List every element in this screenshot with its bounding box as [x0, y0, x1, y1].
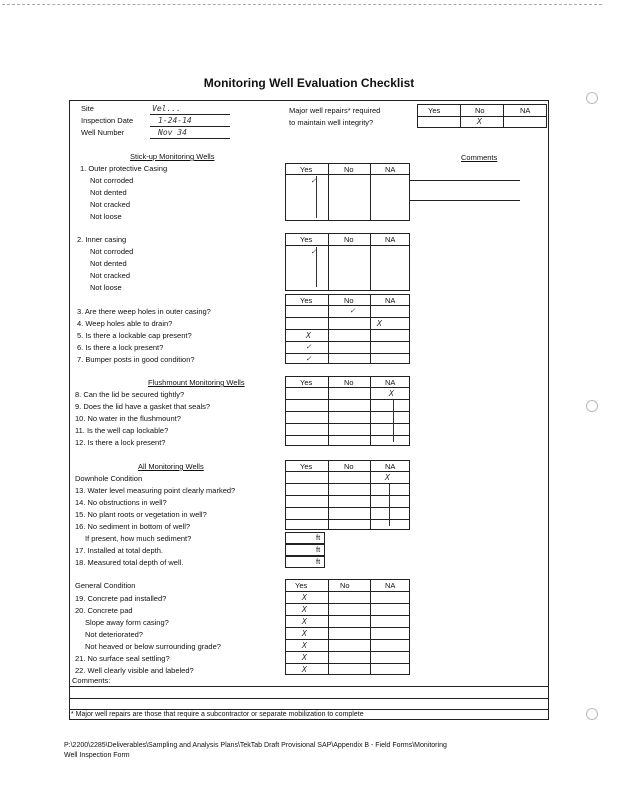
major-repairs-divider: [417, 116, 547, 117]
grid-divider: [285, 435, 410, 436]
checklist-item: 13. Water level measuring point clearly marked?: [75, 486, 236, 495]
checklist-item: Not heaved or below surrounding grade?: [85, 642, 221, 651]
grid-divider: [328, 233, 329, 291]
grid-divider: [285, 495, 410, 496]
site-value[interactable]: Vel...: [152, 104, 181, 113]
na-header: NA: [385, 378, 396, 387]
comments-footer-label: Comments:: [72, 676, 111, 685]
page-title: Monitoring Well Evaluation Checklist: [203, 76, 415, 90]
file-path: P:\2200\2285\Deliverables\Sampling and Analysis Plans\TekTab Draft Provisional SAP\Appendix B - Field Forms\Monitoring: [64, 742, 447, 749]
handwritten-arrow: [393, 400, 394, 442]
answer-mark[interactable]: X: [302, 641, 307, 650]
handwritten-arrow: [389, 484, 390, 526]
site-label: Site: [81, 104, 94, 113]
comment-line: [410, 180, 520, 181]
major-no-header: No: [475, 106, 485, 115]
grid-divider: [285, 639, 410, 640]
well-number-value[interactable]: Nov 34: [158, 128, 187, 137]
grid-divider: [285, 317, 410, 318]
major-yes-header: Yes: [428, 106, 441, 115]
answer-mark[interactable]: X: [302, 629, 307, 638]
yes-header: Yes: [300, 165, 313, 174]
handwritten-arrow: [316, 176, 317, 218]
grid-divider: [285, 387, 410, 388]
file-path-2: Well Inspection Form: [64, 752, 130, 759]
answer-mark[interactable]: X: [377, 319, 382, 328]
grid-divider: [285, 353, 410, 354]
inner-casing-item: 2. Inner casing: [77, 235, 127, 244]
general-heading: General Condition: [75, 581, 136, 590]
grid-divider: [285, 483, 410, 484]
checklist-item: 5. Is there a lockable cap present?: [77, 331, 192, 340]
punch-hole: [586, 400, 598, 412]
answer-mark[interactable]: X: [302, 665, 307, 674]
grid-divider: [285, 305, 410, 306]
no-header: No: [340, 581, 350, 590]
na-header: NA: [385, 235, 396, 244]
no-header: No: [344, 165, 354, 174]
no-header: No: [344, 296, 354, 305]
comments-rule: [69, 698, 549, 699]
footnote: * Major well repairs are those that require a subcontractor or separate mobilization to complete: [71, 711, 364, 718]
yes-header: Yes: [300, 235, 313, 244]
inspection-date-value[interactable]: 1-24-14: [158, 116, 192, 125]
check-mark[interactable]: ✓: [311, 247, 316, 256]
well-underline: [150, 138, 230, 139]
inner-sub-item: Not dented: [90, 259, 127, 268]
stickup-heading: Stick-up Monitoring Wells: [130, 152, 215, 161]
grid-divider: [285, 471, 410, 472]
grid-divider: [285, 663, 410, 664]
answer-mark[interactable]: X: [302, 653, 307, 662]
checklist-item: 20. Concrete pad: [75, 606, 133, 615]
outer-casing-item: 1. Outer protective Casing: [80, 164, 168, 173]
outer-sub-item: Not dented: [90, 188, 127, 197]
inner-sub-item: Not loose: [90, 283, 122, 292]
answer-mark[interactable]: X: [385, 473, 390, 482]
inner-sub-item: Not corroded: [90, 247, 134, 256]
checklist-item: 15. No plant roots or vegetation in well?: [75, 510, 207, 519]
checklist-item: 10. No water in the flushmount?: [75, 414, 181, 423]
no-header: No: [344, 462, 354, 471]
all-wells-heading: All Monitoring Wells: [138, 462, 204, 471]
well-number-label: Well Number: [81, 128, 125, 137]
major-na-header: NA: [520, 106, 531, 115]
checklist-item: 17. Installed at total depth.: [75, 546, 163, 555]
grid-divider: [285, 399, 410, 400]
no-header: No: [344, 378, 354, 387]
na-header: NA: [385, 462, 396, 471]
grid-divider: [285, 245, 410, 246]
na-header: NA: [385, 296, 396, 305]
footnote-rule: [69, 709, 549, 710]
answer-mark[interactable]: X: [302, 617, 307, 626]
inspection-date-label: Inspection Date: [81, 116, 134, 125]
grid-divider: [285, 411, 410, 412]
grid-divider: [285, 174, 410, 175]
grid-divider: [370, 233, 371, 291]
no-header: No: [344, 235, 354, 244]
outer-sub-item: Not loose: [90, 212, 122, 221]
answer-mark[interactable]: X: [302, 593, 307, 602]
comments-header: Comments: [461, 153, 498, 162]
checklist-item: 16. No sediment in bottom of well?: [75, 522, 191, 531]
checklist-item: 22. Well clearly visible and labeled?: [75, 666, 194, 675]
checklist-item: 9. Does the lid have a gasket that seals?: [75, 402, 211, 411]
grid-divider: [285, 423, 410, 424]
grid-divider: [285, 341, 410, 342]
checklist-item: 11. Is the well cap lockable?: [75, 426, 169, 435]
major-repairs-question: Major well repairs* required: [289, 106, 381, 115]
yes-header: Yes: [300, 296, 313, 305]
grid-divider: [285, 603, 410, 604]
unit-ft: ft: [316, 545, 321, 554]
answer-mark[interactable]: X: [306, 331, 311, 340]
checklist-item: If present, how much sediment?: [85, 534, 192, 543]
grid-divider: [285, 627, 410, 628]
checklist-item: 21. No surface seal settling?: [75, 654, 170, 663]
grid-divider: [285, 615, 410, 616]
grid-divider: [285, 519, 410, 520]
grid-divider: [328, 163, 329, 221]
handwritten-arrow: [316, 247, 317, 287]
scan-dotted-line: [2, 4, 602, 5]
major-repairs-question-2: to maintain well integrity?: [289, 118, 374, 127]
checklist-item: 12. Is there a lock present?: [75, 438, 166, 447]
checklist-item: 14. No obstructions in well?: [75, 498, 167, 507]
checklist-item: 8. Can the lid be secured tightly?: [75, 390, 185, 399]
check-mark[interactable]: ✓: [311, 176, 316, 185]
inner-sub-item: Not cracked: [90, 271, 131, 280]
comment-line: [410, 200, 520, 201]
checklist-item: 6. Is there a lock present?: [77, 343, 164, 352]
outer-sub-item: Not corroded: [90, 176, 134, 185]
major-repairs-divider: [460, 104, 461, 128]
grid-divider: [370, 163, 371, 221]
site-underline: [150, 114, 230, 115]
downhole-heading: Downhole Condition: [75, 474, 143, 483]
answer-mark[interactable]: ✓: [306, 354, 311, 363]
answer-mark[interactable]: ✓: [306, 342, 311, 351]
yes-header: Yes: [300, 378, 313, 387]
major-repairs-divider: [503, 104, 504, 128]
checklist-item: 4. Weep holes able to drain?: [77, 319, 173, 328]
yes-header: Yes: [300, 462, 313, 471]
checklist-item: 7. Bumper posts in good condition?: [77, 355, 195, 364]
grid-divider: [285, 329, 410, 330]
checklist-item: 19. Concrete pad installed?: [75, 594, 167, 603]
major-no-mark[interactable]: X: [477, 117, 482, 126]
answer-mark[interactable]: X: [389, 389, 394, 398]
na-header: NA: [385, 581, 396, 590]
checklist-item: Slope away form casing?: [85, 618, 169, 627]
yes-header: Yes: [295, 581, 308, 590]
checklist-item: 3. Are there weep holes in outer casing?: [77, 307, 211, 316]
comments-rule: [69, 686, 549, 687]
unit-ft: ft: [316, 557, 321, 566]
grid-divider: [285, 651, 410, 652]
grid-divider: [285, 507, 410, 508]
flushmount-heading: Flushmount Monitoring Wells: [148, 378, 245, 387]
checklist-item: 18. Measured total depth of well.: [75, 558, 184, 567]
punch-hole: [586, 92, 598, 104]
na-header: NA: [385, 165, 396, 174]
outer-sub-item: Not cracked: [90, 200, 131, 209]
date-underline: [150, 126, 230, 127]
answer-mark[interactable]: ✓: [350, 306, 355, 315]
grid-divider: [285, 591, 410, 592]
checklist-item: Not deteriorated?: [85, 630, 143, 639]
punch-hole: [586, 708, 598, 720]
answer-mark[interactable]: X: [302, 605, 307, 614]
unit-ft: ft: [316, 533, 321, 542]
